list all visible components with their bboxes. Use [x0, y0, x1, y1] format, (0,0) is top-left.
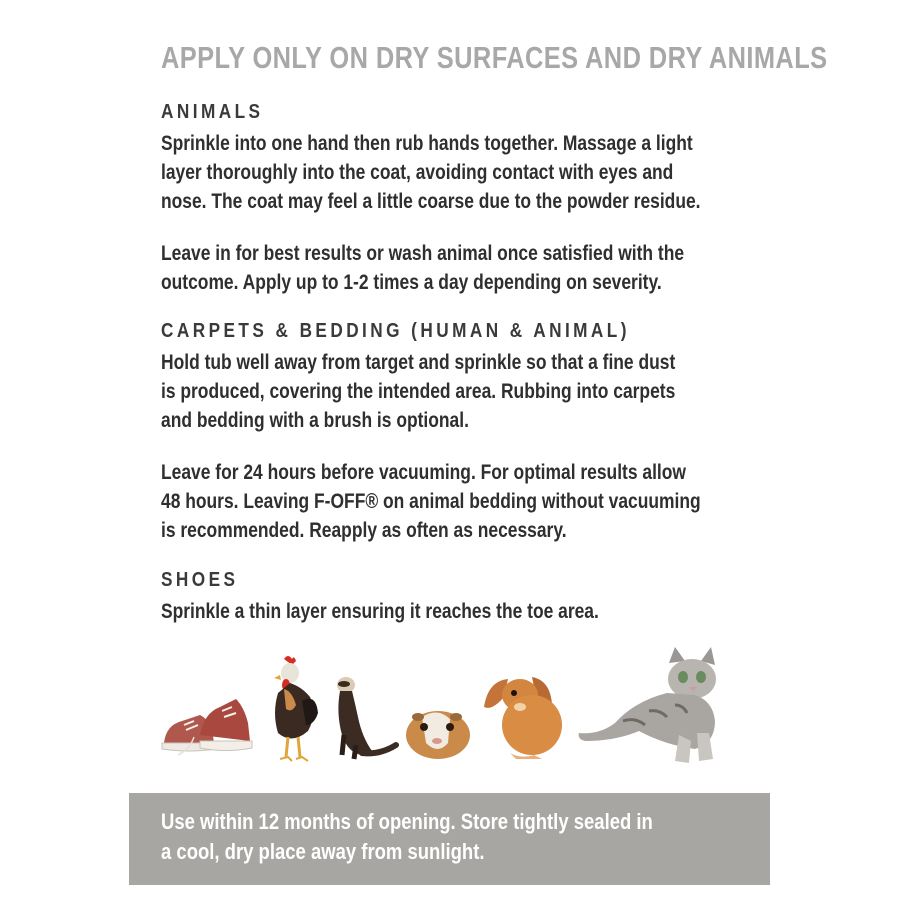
text-line: Leave in for best results or wash animal once satisfied with the	[161, 242, 685, 265]
chicken-image	[262, 653, 322, 763]
text-line: layer thoroughly into the coat, avoiding contact with eyes and	[161, 161, 674, 184]
text-line: Leave for 24 hours before vacuuming. For optimal results allow	[161, 461, 686, 484]
shoes-paragraph	[161, 597, 734, 626]
text-line: Sprinkle into one hand then rub hands together. Massage a light	[161, 132, 693, 155]
section-heading-shoes: SHOES	[161, 569, 239, 591]
carpets-paragraph-2	[161, 458, 734, 545]
illustration-row	[150, 645, 730, 775]
storage-notice-text	[161, 807, 749, 867]
text-line: Sprinkle a thin layer ensuring it reaches the toe area.	[161, 600, 599, 623]
text-line: a cool, dry place away from sunlight.	[161, 839, 485, 864]
text-line: outcome. Apply up to 1-2 times a day depending on severity.	[161, 271, 662, 294]
page-headline: APPLY ONLY ON DRY SURFACES AND DRY ANIMALS	[161, 40, 828, 75]
text-line: is recommended. Reapply as often as necessary.	[161, 519, 567, 542]
text-line: and bedding with a brush is optional.	[161, 409, 469, 432]
carpets-paragraph-1	[161, 348, 734, 435]
text-line: nose. The coat may feel a little coarse due to the powder residue.	[161, 190, 701, 213]
rabbit-image	[480, 667, 570, 762]
animals-paragraph-1	[161, 129, 734, 216]
storage-notice-band	[129, 793, 770, 885]
text-line: 48 hours. Leaving F-OFF® on animal bedding without vacuuming	[161, 490, 701, 513]
animals-paragraph-2	[161, 239, 734, 297]
text-line: is produced, covering the intended area. Rubbing into carpets	[161, 380, 676, 403]
section-heading-animals: ANIMALS	[161, 101, 264, 123]
kitten-image	[575, 645, 725, 770]
guinea-pig-image	[402, 703, 472, 763]
ferret-image	[332, 673, 402, 763]
sneakers-image	[160, 685, 255, 760]
text-line: Hold tub well away from target and sprinkle so that a fine dust	[161, 351, 676, 374]
section-heading-carpets-bedding: CARPETS & BEDDING (HUMAN & ANIMAL)	[161, 320, 630, 342]
text-line: Use within 12 months of opening. Store tightly sealed in	[161, 809, 653, 834]
